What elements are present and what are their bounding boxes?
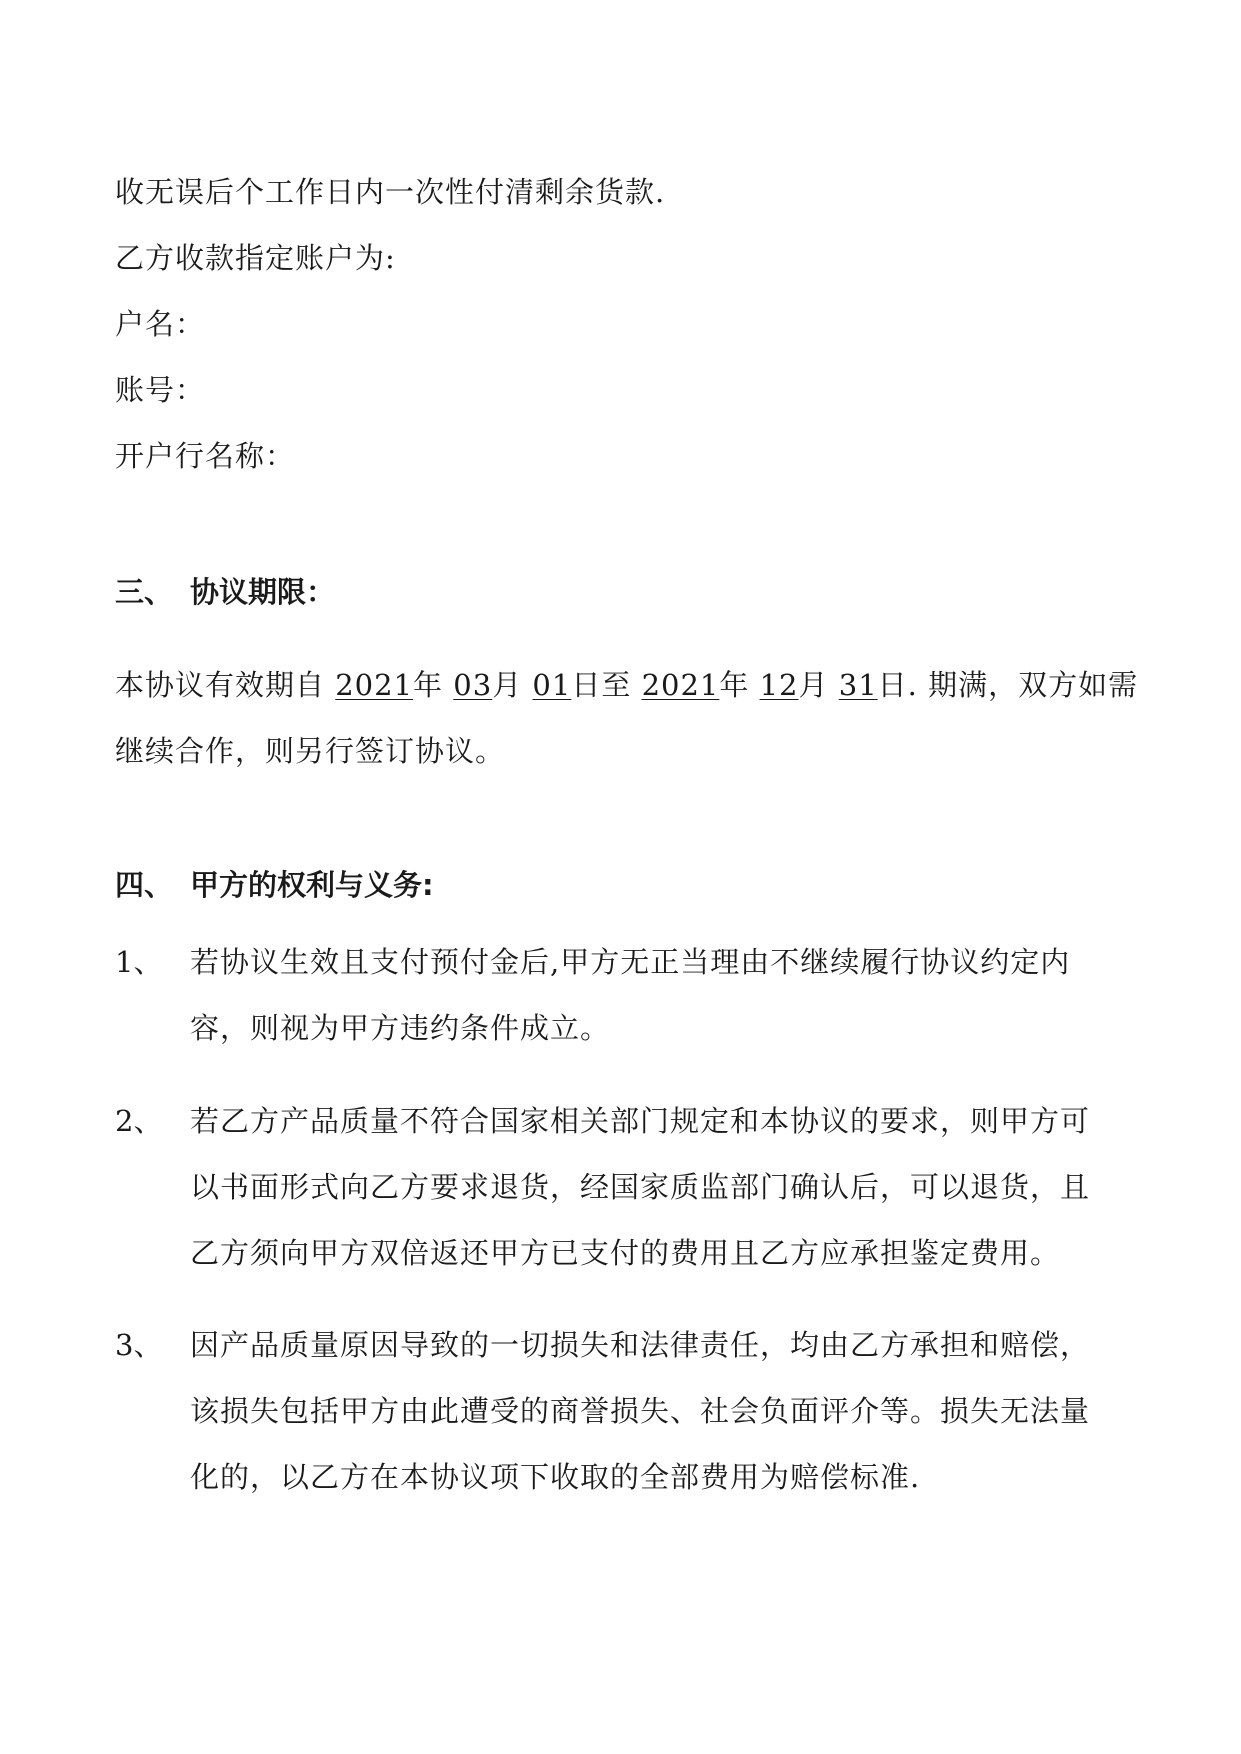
- item-3-line-1: 因产品质量原因导致的一切损失和法律责任，均由乙方承担和赔偿，: [190, 1328, 1091, 1362]
- month-label-1: 月: [492, 668, 523, 702]
- item-2-line-2: 以书面形式向乙方要求退货，经国家质监部门确认后，可以退货，且: [190, 1170, 1091, 1204]
- section-3-number: 三、: [115, 575, 174, 609]
- section-4-number: 四、: [115, 868, 174, 902]
- item-3-line-2: 该损失包括甲方由此遭受的商誉损失、社会负面评介等。损失无法量: [190, 1394, 1091, 1428]
- year-label-1: 年: [413, 668, 444, 702]
- receiving-account-intro: 乙方收款指定账户为:: [115, 241, 396, 275]
- start-day: 01: [532, 668, 572, 702]
- section-3-heading: [115, 572, 335, 612]
- item-1-line-1: 若协议生效且支付预付金后,甲方无正当理由不继续履行协议约定内: [190, 945, 1071, 979]
- agreement-term-paragraph: [115, 665, 1138, 705]
- bank-name-label: 开户行名称：: [115, 439, 296, 473]
- section-4-heading: [115, 865, 434, 905]
- account-number-label: 账号：: [115, 373, 206, 407]
- item-2-number: 2、: [115, 1104, 163, 1138]
- item-3-line-3: 化的，以乙方在本协议项下收取的全部费用为赔偿标准.: [190, 1460, 921, 1494]
- start-year: 2021: [335, 668, 414, 702]
- end-month: 12: [759, 668, 799, 702]
- term-prefix: 本协议有效期自: [115, 668, 326, 702]
- item-2-line-1: 若乙方产品质量不符合国家相关部门规定和本协议的要求，则甲方可: [190, 1104, 1091, 1138]
- end-day: 31: [838, 668, 878, 702]
- item-1-line-2: 容，则视为甲方违约条件成立。: [190, 1011, 611, 1045]
- section-3-title: 协议期限：: [190, 575, 336, 609]
- section-4-title: 甲方的权利与义务:: [190, 868, 434, 902]
- start-month: 03: [453, 668, 493, 702]
- agreement-term-line-2: 继续合作，则另行签订协议。: [115, 734, 506, 768]
- item-3-number: 3、: [115, 1328, 163, 1362]
- term-suffix: 日. 期满，双方如需: [877, 668, 1139, 702]
- account-name-label: 户名：: [115, 307, 206, 341]
- end-year: 2021: [641, 668, 720, 702]
- year-label-2: 年: [719, 668, 750, 702]
- payment-terms-line: 收无误后个工作日内一次性付清剩余货款.: [115, 175, 666, 209]
- item-1-number: 1、: [115, 945, 163, 979]
- month-label-2: 月: [798, 668, 829, 702]
- item-2-line-3: 乙方须向甲方双倍返还甲方已支付的费用且乙方应承担鉴定费用。: [190, 1236, 1061, 1270]
- day-to-label: 日至: [571, 668, 632, 702]
